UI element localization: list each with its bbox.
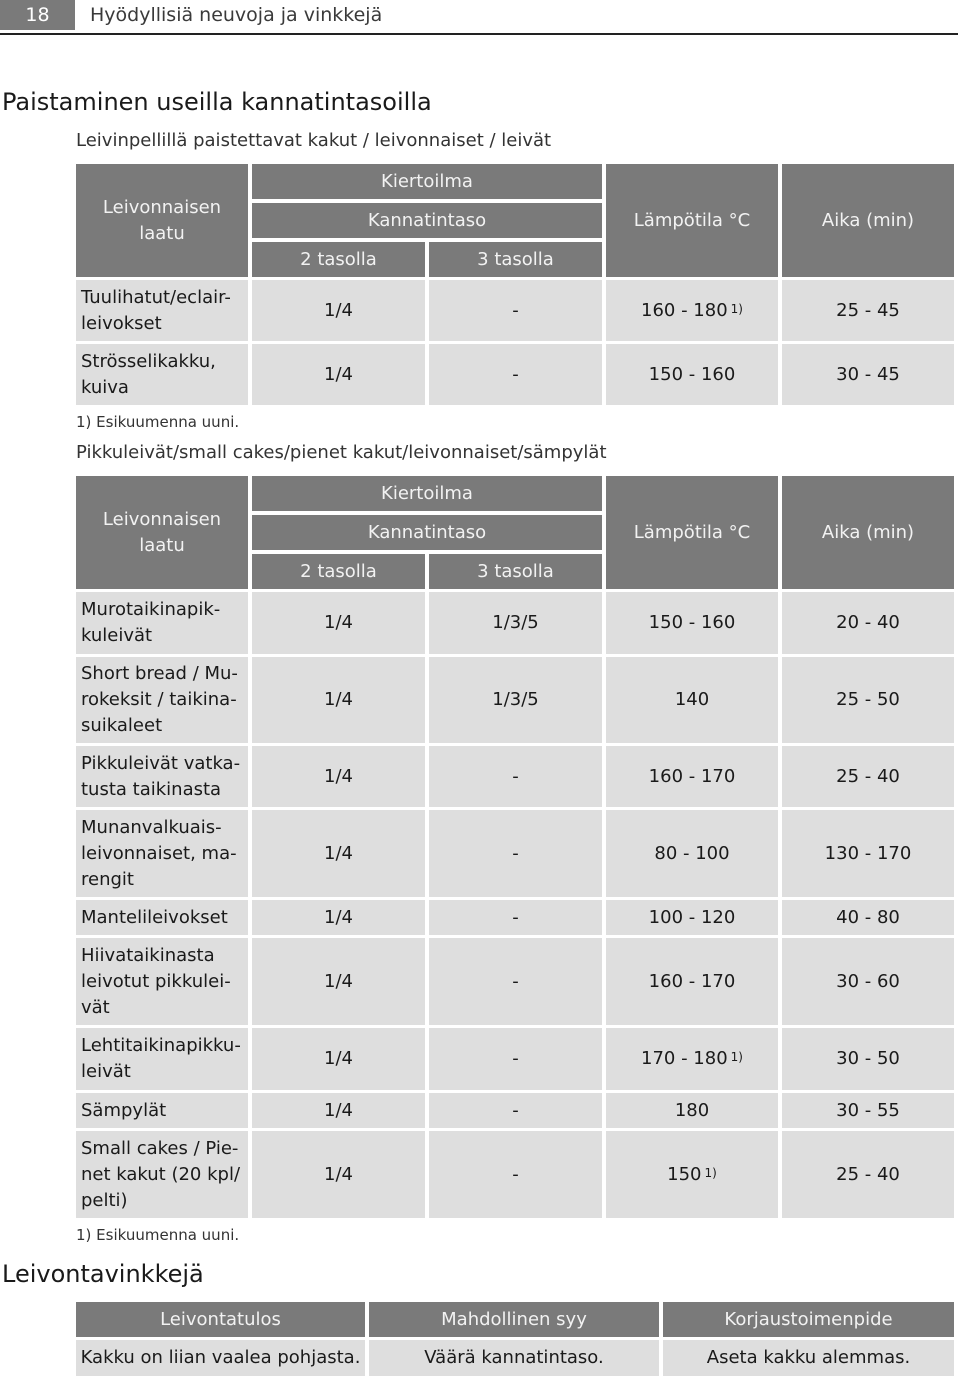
page-number: 18 [0, 0, 75, 30]
column-separator [602, 344, 606, 405]
cell-level-3: - [512, 1163, 519, 1185]
cell-level-2: 1/4 [324, 612, 353, 633]
cell-level-2: 1/4 [324, 970, 353, 992]
header-kiertoilma: Kiertoilma [252, 476, 602, 511]
cell-level-2: 1/4 [324, 906, 353, 928]
cell-level-3: - [512, 970, 519, 992]
cell-temperature: 180 [674, 1099, 710, 1121]
cell-temperature: 160 - 170 [648, 765, 736, 787]
cell-time: 30 - 50 [836, 1048, 900, 1069]
table-row-name: Munanvalkuais- leivonnaiset, ma- rengit [81, 816, 237, 890]
cell-level-3: - [512, 842, 519, 864]
header-quality: Leivonnaisen laatu [76, 476, 248, 589]
header-quality: Leivonnaisen laatu [76, 164, 248, 277]
footnote: 1) Esikuumenna uuni. [76, 413, 240, 431]
table-row-name: Short bread / Mu- rokeksit / taikina- suikaleet [81, 663, 238, 736]
table-row-name: Pikkuleivät vatka- tusta taikinasta [81, 752, 241, 800]
cell-time: 25 - 40 [836, 765, 900, 787]
cell-time: 25 - 45 [836, 299, 900, 321]
page-header-title: Hyödyllisiä neuvoja ja vinkkejä [90, 4, 383, 26]
cell-level-2: 1/4 [324, 765, 353, 787]
cell-level-2: 1/4 [324, 1048, 353, 1069]
table1-subtitle: Leivinpellillä paistettavat kakut / leivonnaiset / leivät [76, 130, 552, 151]
column-separator [778, 344, 782, 405]
header-kiertoilma: Kiertoilma [252, 164, 602, 199]
header-divider [0, 33, 958, 35]
table-row-name: Murotaikinapik- kuleivät [81, 599, 221, 646]
cell-level-3: - [512, 765, 519, 787]
table-row-name: Mantelileivokset [81, 906, 228, 928]
cell-time: 30 - 60 [836, 970, 900, 992]
cell-level-3: 1/3/5 [492, 689, 539, 710]
header-result: Leivontatulos [76, 1302, 365, 1337]
cell-cause: Väärä kannatintaso. [369, 1340, 659, 1376]
cell-temperature: 150 $^{1)}$ [667, 1163, 717, 1185]
cell-level-3: - [512, 299, 519, 321]
cell-temperature: 80 - 100 [654, 842, 730, 864]
cell-level-2: 1/4 [324, 842, 353, 864]
header-level-2: 2 tasolla [252, 554, 425, 589]
cell-level-2: 1/4 [324, 299, 353, 321]
table-row-name: Hiivataikinasta leivotut pikkulei- vät [81, 944, 231, 1018]
cell-time: 40 - 80 [836, 906, 900, 928]
cell-level-2: 1/4 [324, 1099, 353, 1121]
cell-time: 25 - 40 [836, 1163, 900, 1185]
header-time: Aika (min) [782, 164, 954, 277]
header-level-3: 3 tasolla [429, 554, 602, 589]
cell-time: 130 - 170 [824, 842, 912, 864]
cell-level-2: 1/4 [324, 689, 353, 710]
cell-temperature: 160 - 170 [648, 970, 736, 992]
section-title: Paistaminen useilla kannatintasoilla [2, 88, 432, 116]
table2-subtitle: Pikkuleivät/small cakes/pienet kakut/leivonnaiset/sämpylät [76, 442, 607, 463]
header-level-2: 2 tasolla [252, 242, 425, 277]
column-separator [602, 280, 606, 341]
table-row-name: Strösselikakku, kuiva [76, 344, 248, 405]
table-row-name: Tuulihatut/eclair- leivokset [76, 280, 248, 341]
column-separator [778, 280, 782, 341]
cell-temperature: 160 - 180 $^{1)}$ [641, 299, 743, 321]
cell-time: 30 - 55 [836, 1099, 900, 1121]
cell-temperature: 140 [674, 689, 710, 710]
cell-level-3: 1/3/5 [492, 612, 539, 633]
header-kannatintaso: Kannatintaso [252, 203, 602, 238]
cell-time: 30 - 45 [836, 363, 900, 385]
cell-level-3: - [512, 363, 519, 385]
header-remedy: Korjaustoimenpide [663, 1302, 954, 1337]
table-row-name: Sämpylät [81, 1099, 167, 1121]
column-separator [425, 344, 429, 405]
cell-temperature: 170 - 180 $^{1)}$ [641, 1048, 743, 1069]
cell-temperature: 150 - 160 [648, 363, 736, 385]
cell-level-3: - [512, 1048, 519, 1069]
cell-remedy: Aseta kakku alemmas. [663, 1340, 954, 1376]
cell-level-3: - [512, 906, 519, 928]
header-kannatintaso: Kannatintaso [252, 515, 602, 550]
cell-level-2: 1/4 [324, 363, 353, 385]
cell-temperature: 150 - 160 [648, 612, 736, 633]
cell-time: 20 - 40 [836, 612, 900, 633]
header-temperature: Lämpötila °C [606, 164, 778, 277]
header-time: Aika (min) [782, 476, 954, 589]
header-cause: Mahdollinen syy [369, 1302, 659, 1337]
cell-level-2: 1/4 [324, 1163, 353, 1185]
cell-result: Kakku on liian vaalea pohjasta. [76, 1340, 365, 1376]
cell-level-3: - [512, 1099, 519, 1121]
footnote: 1) Esikuumenna uuni. [76, 1226, 240, 1244]
header-level-3: 3 tasolla [429, 242, 602, 277]
cell-time: 25 - 50 [836, 689, 900, 710]
table-row-name: Lehtitaikinapikku- leivät [81, 1035, 241, 1082]
cell-temperature: 100 - 120 [648, 906, 736, 928]
header-temperature: Lämpötila °C [606, 476, 778, 589]
column-separator [425, 280, 429, 341]
section-title: Leivontavinkkejä [2, 1260, 204, 1288]
table-row-name: Small cakes / Pie- net kakut (20 kpl/ pelti) [81, 1137, 241, 1211]
